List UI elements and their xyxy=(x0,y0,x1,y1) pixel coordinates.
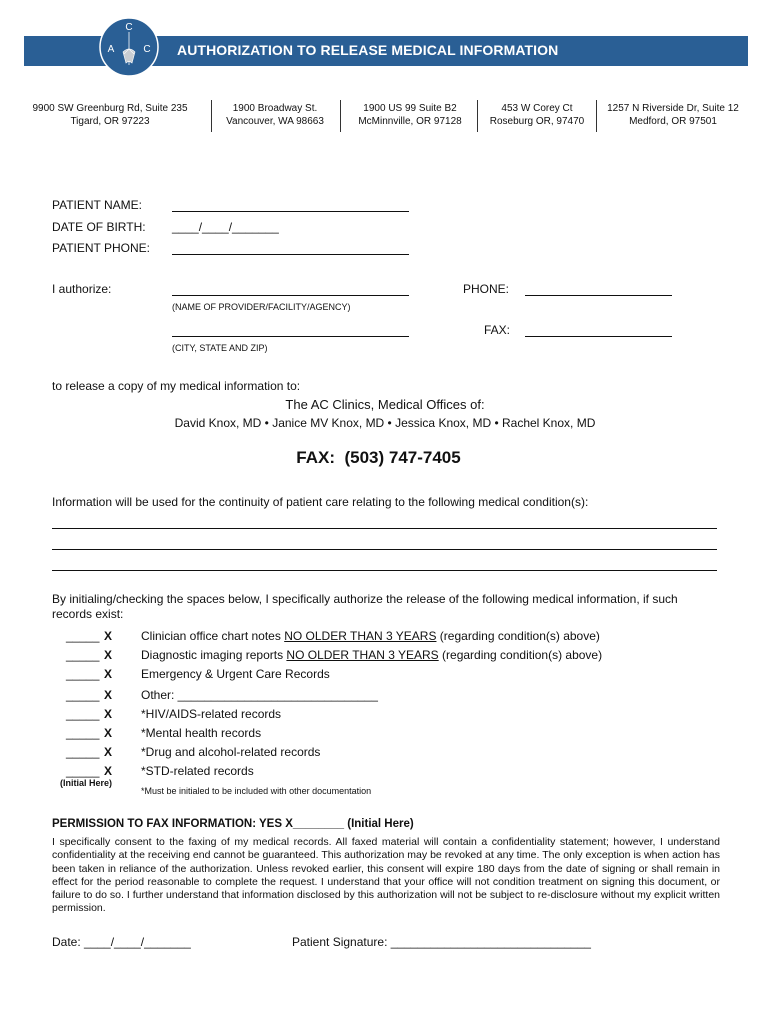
initial-mark: X xyxy=(104,648,113,662)
address-vancouver xyxy=(213,102,337,128)
record-item: Other: ______________________________ xyxy=(141,688,378,702)
condition-line[interactable] xyxy=(52,528,717,529)
divider xyxy=(596,100,597,132)
initial-blank[interactable]: _____ xyxy=(66,688,100,702)
patient-signature-field[interactable]: Patient Signature: ______________________________ xyxy=(292,935,591,949)
records-note: *Must be initialed to be included with other documentation xyxy=(141,786,372,796)
clinic-logo xyxy=(98,16,160,78)
address-line: 1900 US 99 Suite B2 xyxy=(363,103,457,114)
record-item: *HIV/AIDS-related records xyxy=(141,707,282,721)
doctor-list: David Knox, MD • Janice MV Knox, MD • Jessica Knox, MD • Rachel Knox, MD xyxy=(174,416,596,430)
release-intro: to release a copy of my medical information to: xyxy=(52,379,301,393)
address-line: Tigard, OR 97223 xyxy=(70,116,150,127)
condition-intro: Information will be used for the continuity of patient care relating to the following medical condition(s): xyxy=(52,495,589,509)
address-medford xyxy=(598,102,748,128)
date-field[interactable]: Date: ____/____/_______ xyxy=(52,935,191,949)
provider-caption: (NAME OF PROVIDER/FACILITY/AGENCY) xyxy=(172,302,351,312)
address-line: 1257 N Riverside Dr, Suite 12 xyxy=(607,103,739,114)
initial-mark: X xyxy=(104,688,113,702)
initial-blank[interactable]: _____ xyxy=(66,629,100,643)
initial-blank[interactable]: _____ xyxy=(66,667,100,681)
divider xyxy=(340,100,341,132)
dob-field[interactable]: ____/____/_______ xyxy=(172,220,279,234)
record-item: Clinician office chart notes NO OLDER THAN 3 YEARS (regarding condition(s) above) xyxy=(141,629,600,643)
address-tigard xyxy=(30,102,190,128)
address-line: Medford, OR 97501 xyxy=(629,116,717,127)
condition-line[interactable] xyxy=(52,549,717,550)
initial-here-label: (Initial Here) xyxy=(60,778,113,788)
initial-mark: X xyxy=(104,707,113,721)
clinic-name: The AC Clinics, Medical Offices of: xyxy=(285,397,485,412)
patient-name-label: PATIENT NAME: xyxy=(52,198,143,212)
patient-name-field[interactable] xyxy=(172,211,409,212)
initial-mark: X xyxy=(104,667,113,681)
address-line: Roseburg OR, 97470 xyxy=(489,116,585,127)
initial-mark: X xyxy=(104,764,113,778)
provider-phone-label: PHONE: xyxy=(463,282,510,296)
address-roseburg xyxy=(479,102,595,128)
records-intro: By initialing/checking the spaces below, I specifically authorize the release of the following medical information, if such records exist: xyxy=(52,592,678,621)
city-caption: (CITY, STATE AND ZIP) xyxy=(172,343,268,353)
form-title: AUTHORIZATION TO RELEASE MEDICAL INFORMATION xyxy=(177,42,559,58)
initial-blank[interactable]: _____ xyxy=(66,726,100,740)
initial-blank[interactable]: _____ xyxy=(66,707,100,721)
record-item: *STD-related records xyxy=(141,764,254,778)
initial-mark: X xyxy=(104,726,113,740)
address-line: 9900 SW Greenburg Rd, Suite 235 xyxy=(32,103,188,114)
provider-phone-field[interactable] xyxy=(525,295,672,296)
record-item: *Drug and alcohol-related records xyxy=(141,745,321,759)
initial-blank[interactable]: _____ xyxy=(66,648,100,662)
fax-permission-body: I specifically consent to the faxing of my medical records. All faxed material will contain a confidentiality statement; however, I understand confidentiality at the receiving end cannot be guaranteed. This authorization may be revoked at any time. The only exception is when action has been taken in reliance of the authorization. Unless revoked earlier, this consent will expire 180 days from the date of signing or shall remain in effect for the period reasonable to complete the request. I understand that your office will not condition treatment on signing this document, or failure to do so. I further understand that information disclosed by this authorization will not be subject to re-disclosure without my explicit written permission. xyxy=(52,836,720,915)
divider xyxy=(211,100,212,132)
provider-field[interactable] xyxy=(172,295,409,296)
divider xyxy=(477,100,478,132)
logo-letter: C xyxy=(125,22,133,33)
logo-letter: A xyxy=(107,44,115,55)
address-line: 1900 Broadway St. xyxy=(232,103,318,114)
logo-letter: C xyxy=(143,44,151,55)
initial-blank[interactable]: _____ xyxy=(66,764,100,778)
address-line: 453 W Corey Ct xyxy=(501,103,573,114)
provider-fax-field[interactable] xyxy=(525,336,672,337)
address-line: McMinnville, OR 97128 xyxy=(358,116,462,127)
dob-label: DATE OF BIRTH: xyxy=(52,220,146,234)
condition-line[interactable] xyxy=(52,570,717,571)
fax-permission-heading: PERMISSION TO FAX INFORMATION: YES X________ (Initial Here) xyxy=(52,818,414,830)
patient-phone-field[interactable] xyxy=(172,254,409,255)
initial-blank[interactable]: _____ xyxy=(66,745,100,759)
authorize-label: I authorize: xyxy=(52,282,112,296)
record-item: Diagnostic imaging reports NO OLDER THAN 3 YEARS (regarding condition(s) above) xyxy=(141,648,603,662)
clinic-fax: FAX: (503) 747-7405 xyxy=(296,448,461,467)
initial-mark: X xyxy=(104,745,113,759)
record-item: *Mental health records xyxy=(141,726,262,740)
address-mcminnville xyxy=(342,102,478,128)
city-field[interactable] xyxy=(172,336,409,337)
patient-phone-label: PATIENT PHONE: xyxy=(52,241,151,255)
initial-mark: X xyxy=(104,629,113,643)
address-line: Vancouver, WA 98663 xyxy=(226,116,324,127)
record-item: Emergency & Urgent Care Records xyxy=(141,667,330,681)
provider-fax-label: FAX: xyxy=(484,323,511,337)
